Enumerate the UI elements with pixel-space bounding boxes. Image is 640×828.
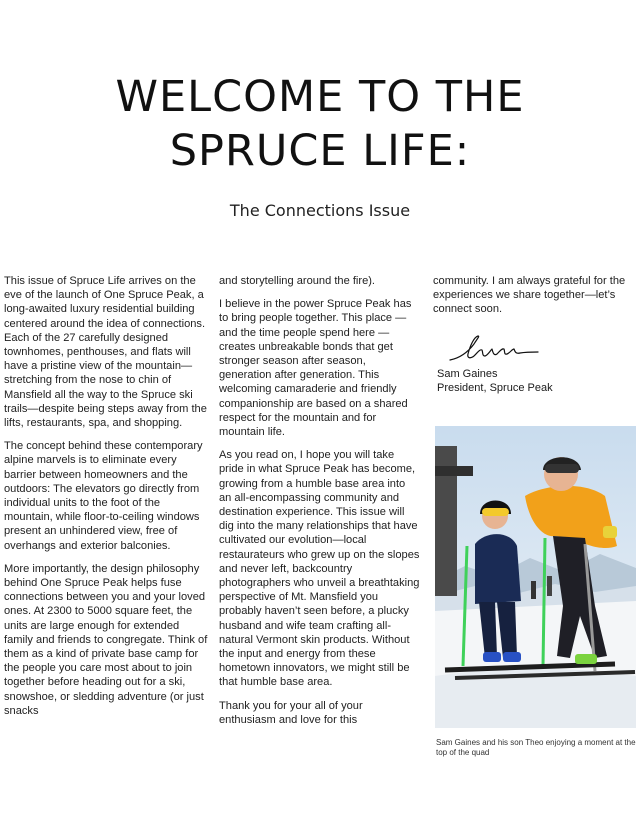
page-title (0, 70, 640, 178)
signoff-name: Sam Gaines (437, 368, 498, 380)
signoff-role: President, Spruce Peak (437, 381, 553, 394)
paragraph: As you read on, I hope you will take pride in what Spruce Peak has become, growing from a humble base area into an all-encompassing community and destination experience. This issue will dig into the many relationships that have cultivated our evolution—local restaurateurs who grew up on the slopes and never left, backcountry photographers who unveil a breathtaking perspective of Mt. Mansfield you probably haven’t seen before, a plucky husband and wife team crafting all-natural Vermont skin products. Without the input and energy from these hometown innovators, we might still be that humble base area. (219, 449, 420, 689)
ski-family-photo (435, 426, 636, 728)
paragraph: I believe in the power Spruce Peak has to bring people together. This place — and the time people spend here — creates unbreakable bonds that get stronger season after season, generation after generation. This welcoming camaraderie and friendly companionship are based on a shared respect for the mountain and for mountain life. (219, 298, 412, 439)
paragraph: and storytelling around the fire). (219, 275, 376, 287)
paragraph: The concept behind these contemporary alpine marvels is to eliminate every barrier between homeowners and the outdoors: The elevators go directly from individual units to the foot of the mountain, while floor-to-ceiling windows present an unhindered view, free of overhangs and exterior balconies. (4, 440, 203, 552)
paragraph: community. I am always grateful for the experiences we share together—let’s connect soon. (433, 275, 626, 316)
page-subtitle: The Connections Issue (229, 201, 411, 220)
paragraph: More importantly, the design philosophy behind One Spruce Peak helps fuse connections between you and your loved ones. At 2300 to 5000 square feet, the units are large enough for extended family and friends to congregate. Think of them as a kind of private base camp for the people you care most about to join together before heading out for a ski, snowshoe, or sledding adventure (or just snacks (4, 562, 208, 717)
paragraph: Thank you for your all of your enthusiasm and love for this (219, 699, 363, 726)
signoff (437, 368, 553, 395)
signature-image (444, 332, 544, 368)
photo-caption: Sam Gaines and his son Theo enjoying a moment at the top of the quad (436, 738, 636, 757)
title-line-1: WELCOME TO THE (115, 72, 525, 122)
article-column-2 (219, 274, 420, 736)
paragraph: This issue of Spruce Life arrives on the eve of the launch of One Spruce Peak, a long-awaited luxury residential building centered around the idea of connections. Each of the 27 carefully designed townhomes, penthouses, and flats will have a pristine view of the mountain—stretching from the nose to chin of Mansfield all the way to the Spruce ski trails—despite being steps away from the lifts, restaurants, spa, and shopping. (4, 275, 207, 430)
title-line-2: SPRUCE LIFE: (169, 126, 471, 176)
article-column-3 (433, 274, 633, 326)
article-column-1 (4, 274, 210, 727)
